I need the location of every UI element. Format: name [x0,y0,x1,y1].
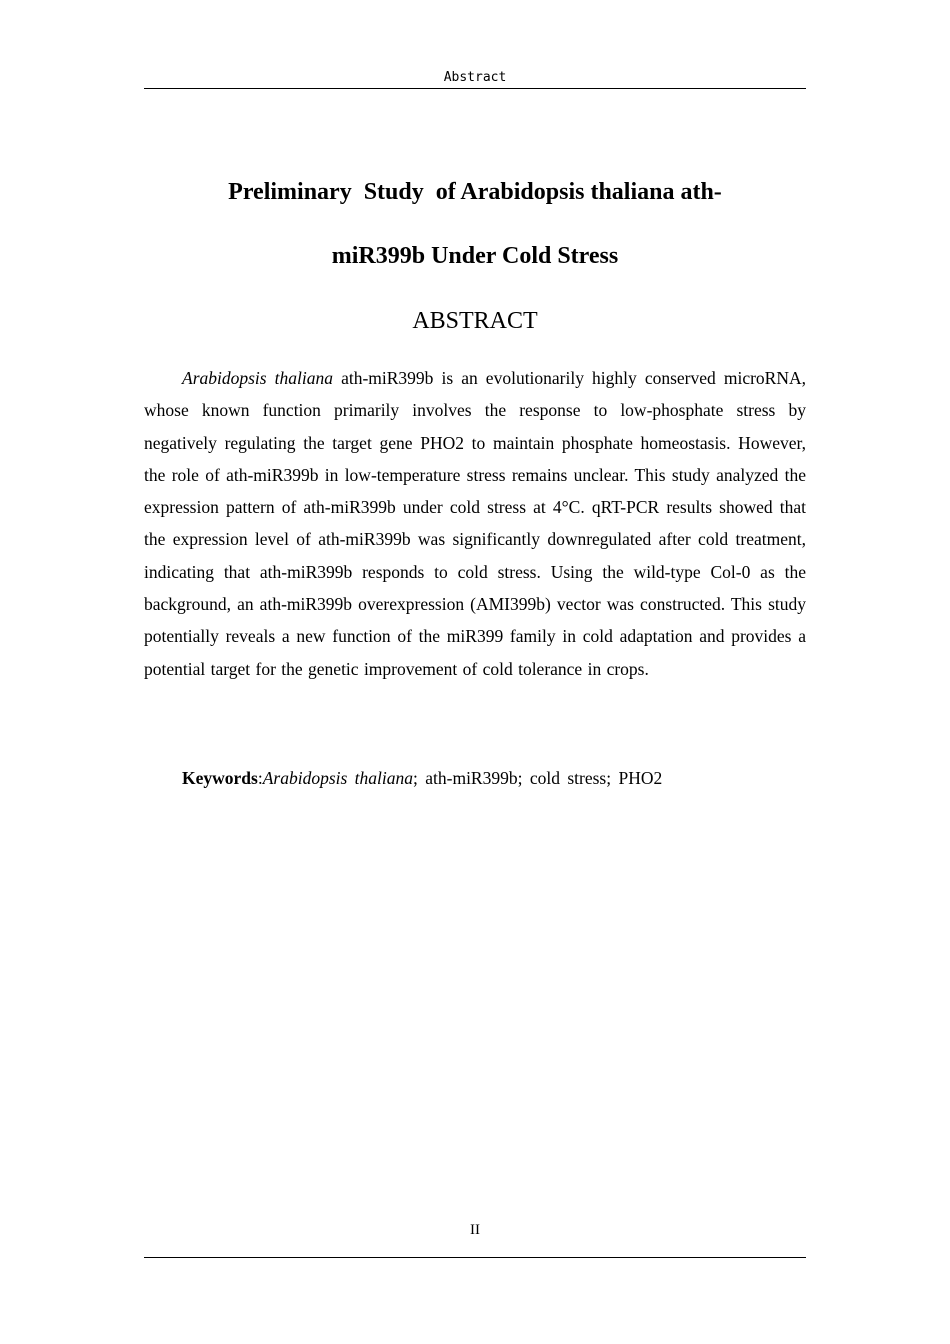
keywords-separator: : [257,768,263,788]
abstract-body-text: ath-miR399b is an evolutionarily highly conserved microRNA, whose known function primarily involves the response to low-phosphate stress by negatively regulating the target gene PHO2 to maintain phosphate homeostasis. However, the role of ath-miR399b in low-temperature stress remains unclear. This study analyzed the expression pattern of ath-miR399b under cold stress at 4°C. qRT-PCR results showed that the expression level of ath-miR399b was significantly downregulated after cold treatment, indicating that ath-miR399b responds to cold stress. Using the wild-type Col-0 as the background, an ath-miR399b overexpression (AMI399b) vector was constructed. This study potentially reveals a new function of the miR399 family in cold adaptation and provides a potential target for the genetic improvement of cold tolerance in crops. [144,368,806,679]
abstract-species-name: Arabidopsis thaliana [182,368,333,388]
keyword-species: Arabidopsis thaliana [262,768,414,788]
abstract-paragraph [144,362,806,685]
paper-title-line-1: Preliminary Study of Arabidopsis thaliana ath- [228,179,722,205]
footer-rule [144,1257,806,1258]
page-number: II [470,1222,480,1238]
paper-title-line-2: miR399b Under Cold Stress [331,243,619,269]
running-header [144,69,806,89]
abstract-heading: ABSTRACT [412,308,538,334]
running-header-title: Abstract [443,70,507,85]
paper-title [144,160,806,288]
keywords-rest: ; ath-miR399b; cold stress; PHO2 [413,768,663,788]
keywords-label: Keywords [182,768,258,788]
keywords-line [144,764,806,792]
